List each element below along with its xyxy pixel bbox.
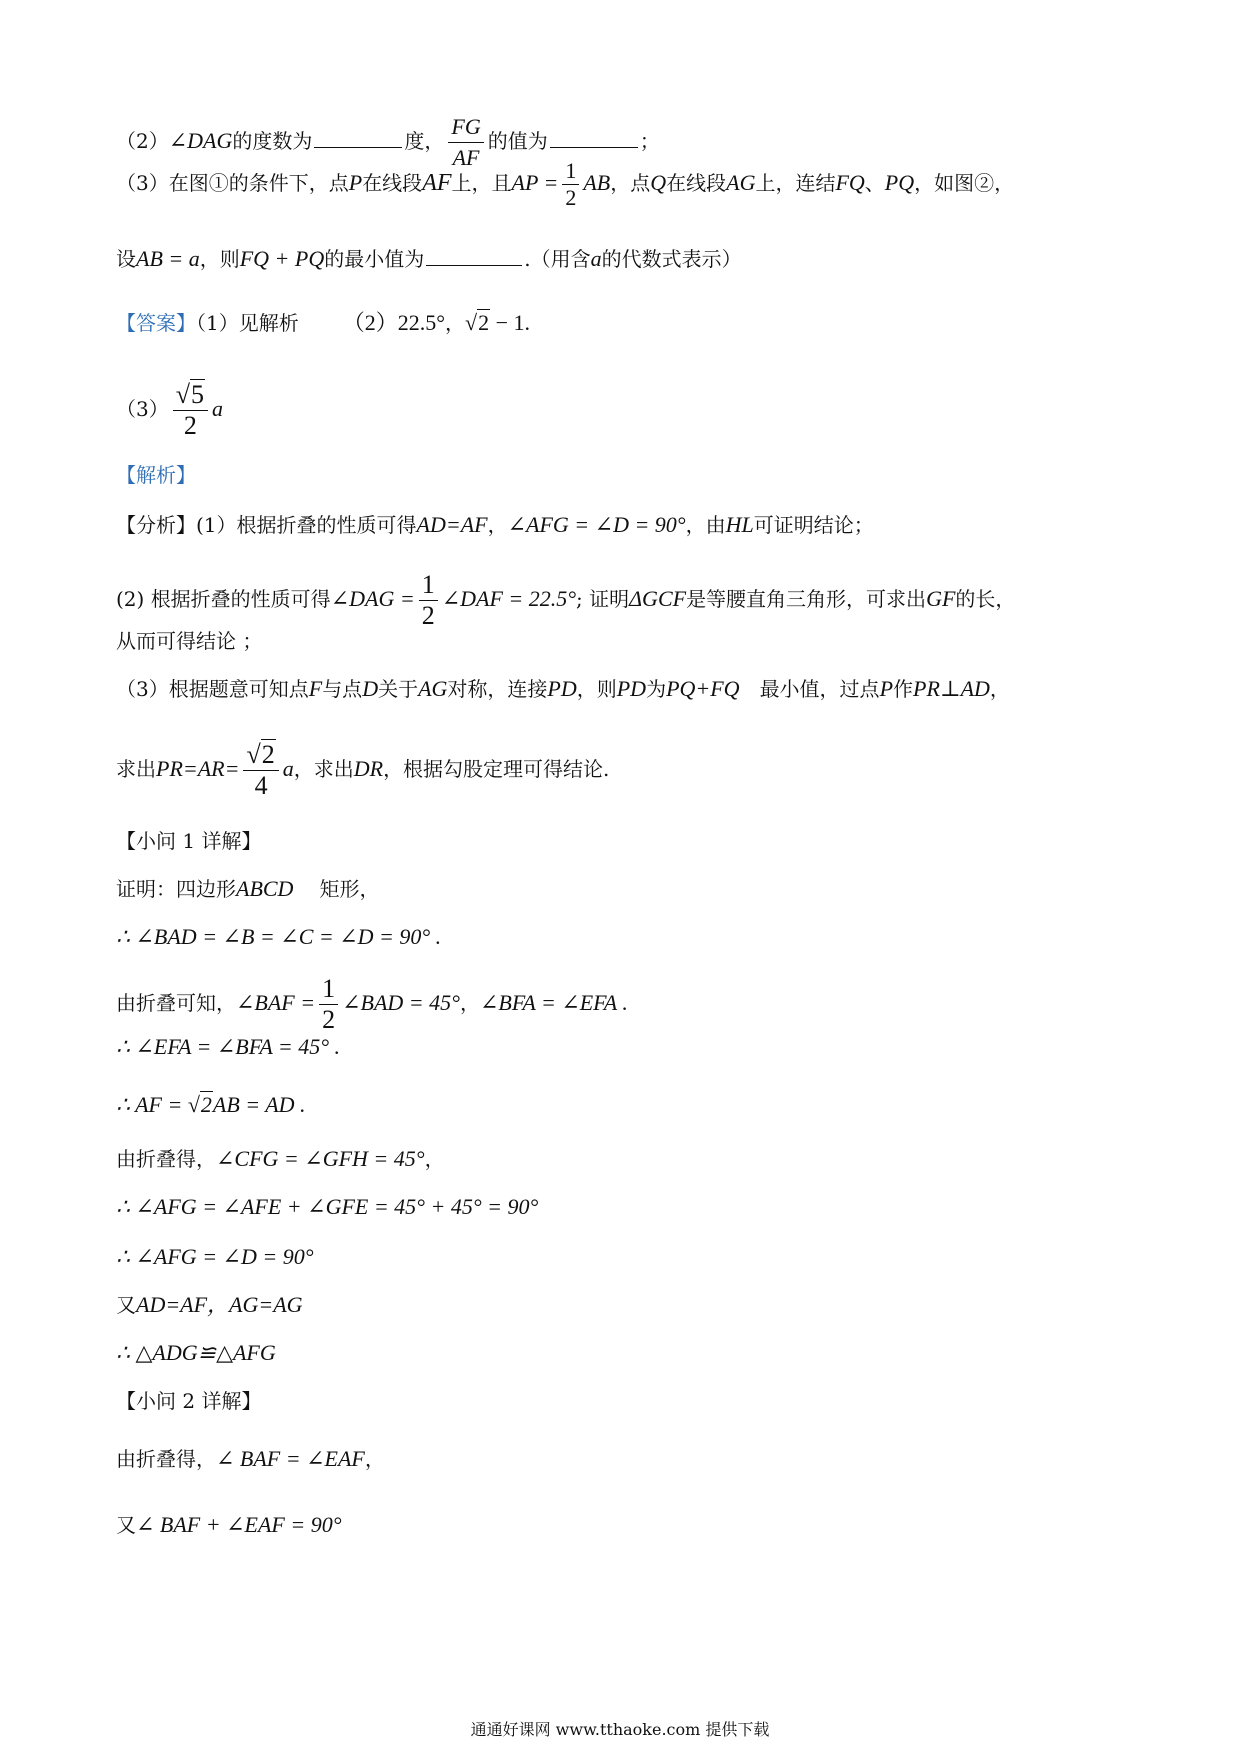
proof-text: ， xyxy=(364,1447,385,1471)
sqrt-sign: √ xyxy=(187,1092,200,1117)
analysis-var: GF xyxy=(926,586,956,611)
fraction-numerator xyxy=(243,740,278,771)
fraction-one-half xyxy=(419,570,438,631)
answer-blank xyxy=(550,129,638,148)
proof-line-6 xyxy=(116,1144,445,1174)
analysis-text: 为 xyxy=(646,677,667,701)
analysis-var: ∠AFG = ∠D = 90° xyxy=(507,512,686,537)
fraction-numerator: 1 xyxy=(419,570,438,601)
answer-2: （2）22.5° xyxy=(342,310,446,335)
q3-text: 设 xyxy=(116,247,136,271)
proof2-line-1 xyxy=(116,1444,385,1474)
proof-line-2: ∴ ∠BAD = ∠B = ∠C = ∠D = 90° . xyxy=(116,924,442,949)
question-3-line-1 xyxy=(116,158,1014,211)
answer-label: 【答案】 xyxy=(116,311,196,335)
answer-blank xyxy=(314,129,402,148)
analysis-label: 【解析】 xyxy=(116,463,196,487)
analysis-var: ∠DAF = 22.5° xyxy=(441,586,577,611)
fraction-denominator: 2 xyxy=(322,1005,336,1034)
proof-line-7: ∴ ∠AFG = ∠AFE + ∠GFE = 45° + 45° = 90° xyxy=(116,1194,539,1219)
answer-1: （1）见解析 xyxy=(196,311,299,335)
analysis-var: HL xyxy=(725,512,754,537)
analysis-text: 可证明结论； xyxy=(753,513,874,537)
q3-text: （3）在图①的条件下，点 xyxy=(116,171,349,195)
sqrt-sign: √ xyxy=(465,310,478,335)
analysis-var: PR=AR= xyxy=(156,756,240,781)
proof-line-8: ∴ ∠AFG = ∠D = 90° xyxy=(116,1244,314,1269)
q3-text: 的最小值为 xyxy=(324,247,425,271)
proof-var: ∠BFA = ∠EFA . xyxy=(479,990,628,1015)
proof-var: ∠BAD = 45° xyxy=(342,990,460,1015)
q3-text: 的代数式表示） xyxy=(601,247,742,271)
proof-line-4: ∴ ∠EFA = ∠BFA = 45° . xyxy=(116,1034,341,1059)
sqrt-sign: √ xyxy=(246,740,261,769)
radicand: 2 xyxy=(200,1092,212,1117)
fraction-sqrt5-over-2 xyxy=(173,380,208,441)
q2-angle: ∠DAG xyxy=(168,128,233,153)
proof-var: AD=AF，AG=AG xyxy=(136,1292,303,1317)
sub-question-2-title: 【小问 2 详解】 xyxy=(116,1389,262,1413)
analysis-var: PD xyxy=(547,676,577,701)
q3-text: 、 xyxy=(864,171,885,195)
proof-text: 由折叠得， xyxy=(116,1147,216,1171)
analysis-line-1 xyxy=(116,510,874,540)
analysis-var: P xyxy=(879,676,894,701)
radicand: 2 xyxy=(478,310,490,335)
analysis-line-2 xyxy=(116,570,1015,631)
analysis-var: a xyxy=(282,756,294,781)
fraction-denominator: AF xyxy=(452,145,480,170)
proof-text: 又 xyxy=(116,1293,136,1317)
q2-text: 的度数为 xyxy=(232,129,313,153)
q3-text: 在线段 xyxy=(666,171,727,195)
fraction-denominator: 2 xyxy=(565,185,577,210)
fraction-denominator: 2 xyxy=(183,411,197,440)
question-3-line-2 xyxy=(116,244,742,274)
analysis-text: ，求出 xyxy=(293,757,354,781)
q3-var: AG xyxy=(726,170,756,195)
proof-var: ∠BAF = xyxy=(236,990,316,1015)
analysis-var: D xyxy=(362,676,379,701)
proof-text: 由折叠可知， xyxy=(116,991,236,1015)
q3-text: .（用含 xyxy=(524,247,591,271)
radicand: 5 xyxy=(191,380,205,409)
analysis-var: AD=AF xyxy=(416,512,488,537)
sqrt-sign: √ xyxy=(175,380,191,409)
answer-line xyxy=(116,308,530,338)
analysis-var: PQ+FQ xyxy=(666,676,740,701)
fraction-denominator: 4 xyxy=(254,771,268,800)
q3-text: 上，且 xyxy=(451,171,512,195)
proof-var: ∠ BAF = ∠EAF xyxy=(216,1446,365,1471)
fraction-numerator xyxy=(173,380,208,411)
fraction-numerator: FG xyxy=(448,112,483,143)
q3-var: FQ xyxy=(835,170,865,195)
q3-text: 在线段 xyxy=(362,171,423,195)
proof-var: AB = AD . xyxy=(212,1092,306,1117)
analysis-line-4 xyxy=(116,674,1010,704)
fraction-one-half xyxy=(562,158,579,211)
proof-line-1 xyxy=(116,874,379,904)
q3-var: a xyxy=(590,246,602,271)
analysis-text: (2) 根据折叠的性质可得 xyxy=(116,587,331,611)
analysis-text: 求出 xyxy=(116,757,156,781)
q2-prefix: （2） xyxy=(116,129,169,153)
sub-question-1-title: 【小问 1 详解】 xyxy=(116,829,262,853)
proof-line-3 xyxy=(116,974,628,1035)
analysis-var: AG xyxy=(418,676,448,701)
answer-3-label: （3） xyxy=(116,397,169,421)
q3-var: Q xyxy=(650,170,667,195)
proof-text: 矩形， xyxy=(319,877,380,901)
analysis-text: 与点 xyxy=(322,677,363,701)
analysis-text: ， xyxy=(989,677,1010,701)
proof2-line-2 xyxy=(116,1510,342,1540)
analysis-text: 的长， xyxy=(955,587,1016,611)
analysis-line-3: 从而可得结论 ； xyxy=(116,629,263,653)
answer-comma: ， xyxy=(445,311,466,335)
q3-text: ，如图②， xyxy=(914,171,1015,195)
q3-text: ，则 xyxy=(199,247,240,271)
analysis-text: ， xyxy=(487,513,508,537)
fraction-numerator: 1 xyxy=(319,974,338,1005)
analysis-text: ，则 xyxy=(576,677,617,701)
footer-watermark: 通通好课网 www.tthaoke.com 提供下载 xyxy=(470,1720,770,1739)
analysis-text: ; 证明 xyxy=(576,587,630,611)
sqrt-2-minus-1 xyxy=(465,309,530,335)
analysis-var: F xyxy=(308,676,323,701)
analysis-text: 作 xyxy=(893,677,914,701)
analysis-text: 最小值，过点 xyxy=(759,677,880,701)
q3-var: AB xyxy=(583,170,611,195)
proof-text: 又 xyxy=(116,1513,136,1537)
proof-var: ∴ AF = xyxy=(116,1092,183,1117)
q3-text: ，点 xyxy=(610,171,651,195)
analysis-text: ，根据勾股定理可得结论. xyxy=(383,757,610,781)
fraction-numerator: 1 xyxy=(562,158,579,185)
analysis-text: 是等腰直角三角形，可求出 xyxy=(686,587,927,611)
proof-text: ， xyxy=(424,1147,445,1171)
analysis-var: ΔGCF xyxy=(629,586,687,611)
q3-var: PQ xyxy=(884,170,915,195)
analysis-text: 关于 xyxy=(378,677,419,701)
q3-var: AB = a xyxy=(136,246,200,271)
fraction-one-half xyxy=(319,974,338,1035)
answer-3-line xyxy=(116,380,223,441)
analysis-var: PD xyxy=(616,676,647,701)
q2-text: ； xyxy=(639,129,660,153)
analysis-var: PR⊥AD xyxy=(913,676,990,701)
proof-line-10: ∴ △ADG≌△AFG xyxy=(116,1340,276,1365)
fraction-denominator: 2 xyxy=(421,601,435,630)
analysis-var: ∠DAG = xyxy=(330,586,415,611)
q2-text: 的值为 xyxy=(487,129,548,153)
answer-minus-one: − 1. xyxy=(495,310,531,335)
proof-var: ∠ BAF + ∠EAF = 90° xyxy=(136,1512,342,1537)
analysis-line-5 xyxy=(116,740,609,801)
q3-var: AP = xyxy=(511,170,559,195)
radicand: 2 xyxy=(261,740,275,769)
proof-line-5 xyxy=(116,1090,306,1120)
q3-var: P xyxy=(348,170,363,195)
q3-text: 上，连结 xyxy=(755,171,836,195)
answer-blank xyxy=(426,247,522,266)
analysis-var: DR xyxy=(353,756,384,781)
q2-text: 度， xyxy=(404,129,445,153)
proof-text: ， xyxy=(459,991,480,1015)
proof-text: 证明：四边形 xyxy=(116,877,236,901)
q3-var: AF xyxy=(422,170,452,196)
analysis-text: 【分析】(1）根据折叠的性质可得 xyxy=(116,513,417,537)
analysis-text: 对称，连接 xyxy=(447,677,548,701)
analysis-text: （3）根据题意可知点 xyxy=(116,677,309,701)
q3-var: FQ + PQ xyxy=(239,246,325,271)
proof-line-9 xyxy=(116,1290,303,1320)
proof-var: ∠CFG = ∠GFH = 45° xyxy=(216,1146,425,1171)
proof-text: 由折叠得， xyxy=(116,1447,216,1471)
answer-var: a xyxy=(212,396,224,421)
analysis-text: ，由 xyxy=(685,513,726,537)
fraction-sqrt2-over-4 xyxy=(243,740,278,801)
proof-var: ABCD xyxy=(236,876,294,901)
